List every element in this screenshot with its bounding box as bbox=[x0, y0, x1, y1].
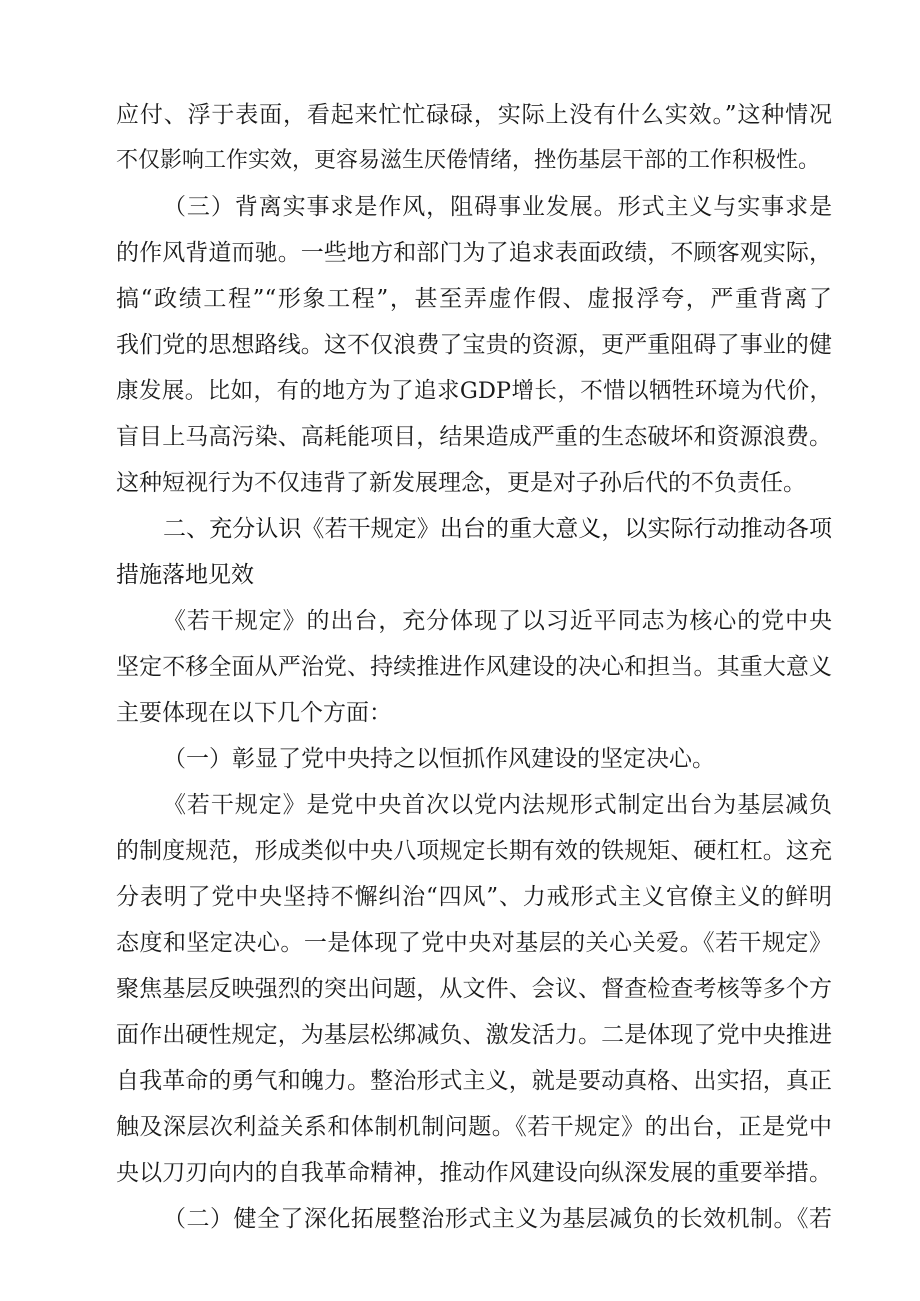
subsection-heading: （一）彰显了党中央持之以恒抓作风建设的坚定决心。 bbox=[163, 746, 715, 772]
text-line: 这种短视行为不仅违背了新发展理念，更是对子孙后代的不负责任。 bbox=[116, 470, 806, 496]
subsection-paragraph-line: （二）健全了深化拓展整治形式主义为基层减负的长效机制。《若 bbox=[163, 1206, 832, 1232]
text-line: 分表明了党中央坚持不懈纠治“四风”、力戒形式主义官僚主义的鲜明 bbox=[116, 884, 832, 910]
text-line: 的制度规范，形成类似中央八项规定长期有效的铁规矩、硬杠杠。这充 bbox=[116, 838, 832, 864]
text-line: 的作风背道而驰。一些地方和部门为了追求表面政绩，不顾客观实际， bbox=[116, 240, 832, 266]
text-line: 坚定不移全面从严治党、持续推进作风建设的决心和担当。其重大意义 bbox=[116, 654, 832, 680]
text-line: 央以刀刃向内的自我革命精神，推动作风建设向纵深发展的重要举措。 bbox=[116, 1160, 832, 1186]
section-heading-continued: 措施落地见效 bbox=[116, 562, 254, 588]
section-paragraph-line: （三）背离实事求是作风，阻碍事业发展。形式主义与实事求是 bbox=[163, 194, 832, 220]
text-line: 自我革命的勇气和魄力。整治形式主义，就是要动真格、出实招，真正 bbox=[116, 1068, 832, 1094]
section-heading: 二、充分认识《若干规定》出台的重大意义，以实际行动推动各项 bbox=[163, 516, 832, 542]
text-line: 搞“政绩工程”“形象工程”，甚至弄虚作假、虚报浮夸，严重背离了 bbox=[116, 286, 832, 312]
text-line: 态度和坚定决心。一是体现了党中央对基层的关心关爱。《若干规定》 bbox=[116, 930, 832, 956]
text-line: 《若干规定》是党中央首次以党内法规形式制定出台为基层减负 bbox=[163, 792, 832, 818]
text-line: 不仅影响工作实效，更容易滋生厌倦情绪，挫伤基层干部的工作积极性。 bbox=[116, 148, 821, 173]
text-line: 我们党的思想路线。这不仅浪费了宝贵的资源，更严重阻碍了事业的健 bbox=[116, 332, 832, 358]
text-line: 应付、浮于表面，看起来忙忙碌碌，实际上没有什么实效。”这种情况 bbox=[116, 102, 832, 128]
text-line: 聚焦基层反映强烈的突出问题，从文件、会议、督查检查考核等多个方 bbox=[116, 976, 832, 1002]
text-line: 面作出硬性规定，为基层松绑减负、激发活力。二是体现了党中央推进 bbox=[116, 1022, 832, 1048]
text-line: 《若干规定》的出台，充分体现了以习近平同志为核心的党中央 bbox=[163, 608, 832, 634]
text-line: 触及深层次利益关系和体制机制问题。《若干规定》的出台，正是党中 bbox=[116, 1114, 832, 1140]
text-line: 康发展。比如，有的地方为了追求GDP增长，不惜以牺牲环境为代价， bbox=[116, 378, 832, 404]
text-line: 盲目上马高污染、高耗能项目，结果造成严重的生态破坏和资源浪费。 bbox=[116, 424, 832, 450]
text-line: 主要体现在以下几个方面： bbox=[116, 700, 392, 726]
